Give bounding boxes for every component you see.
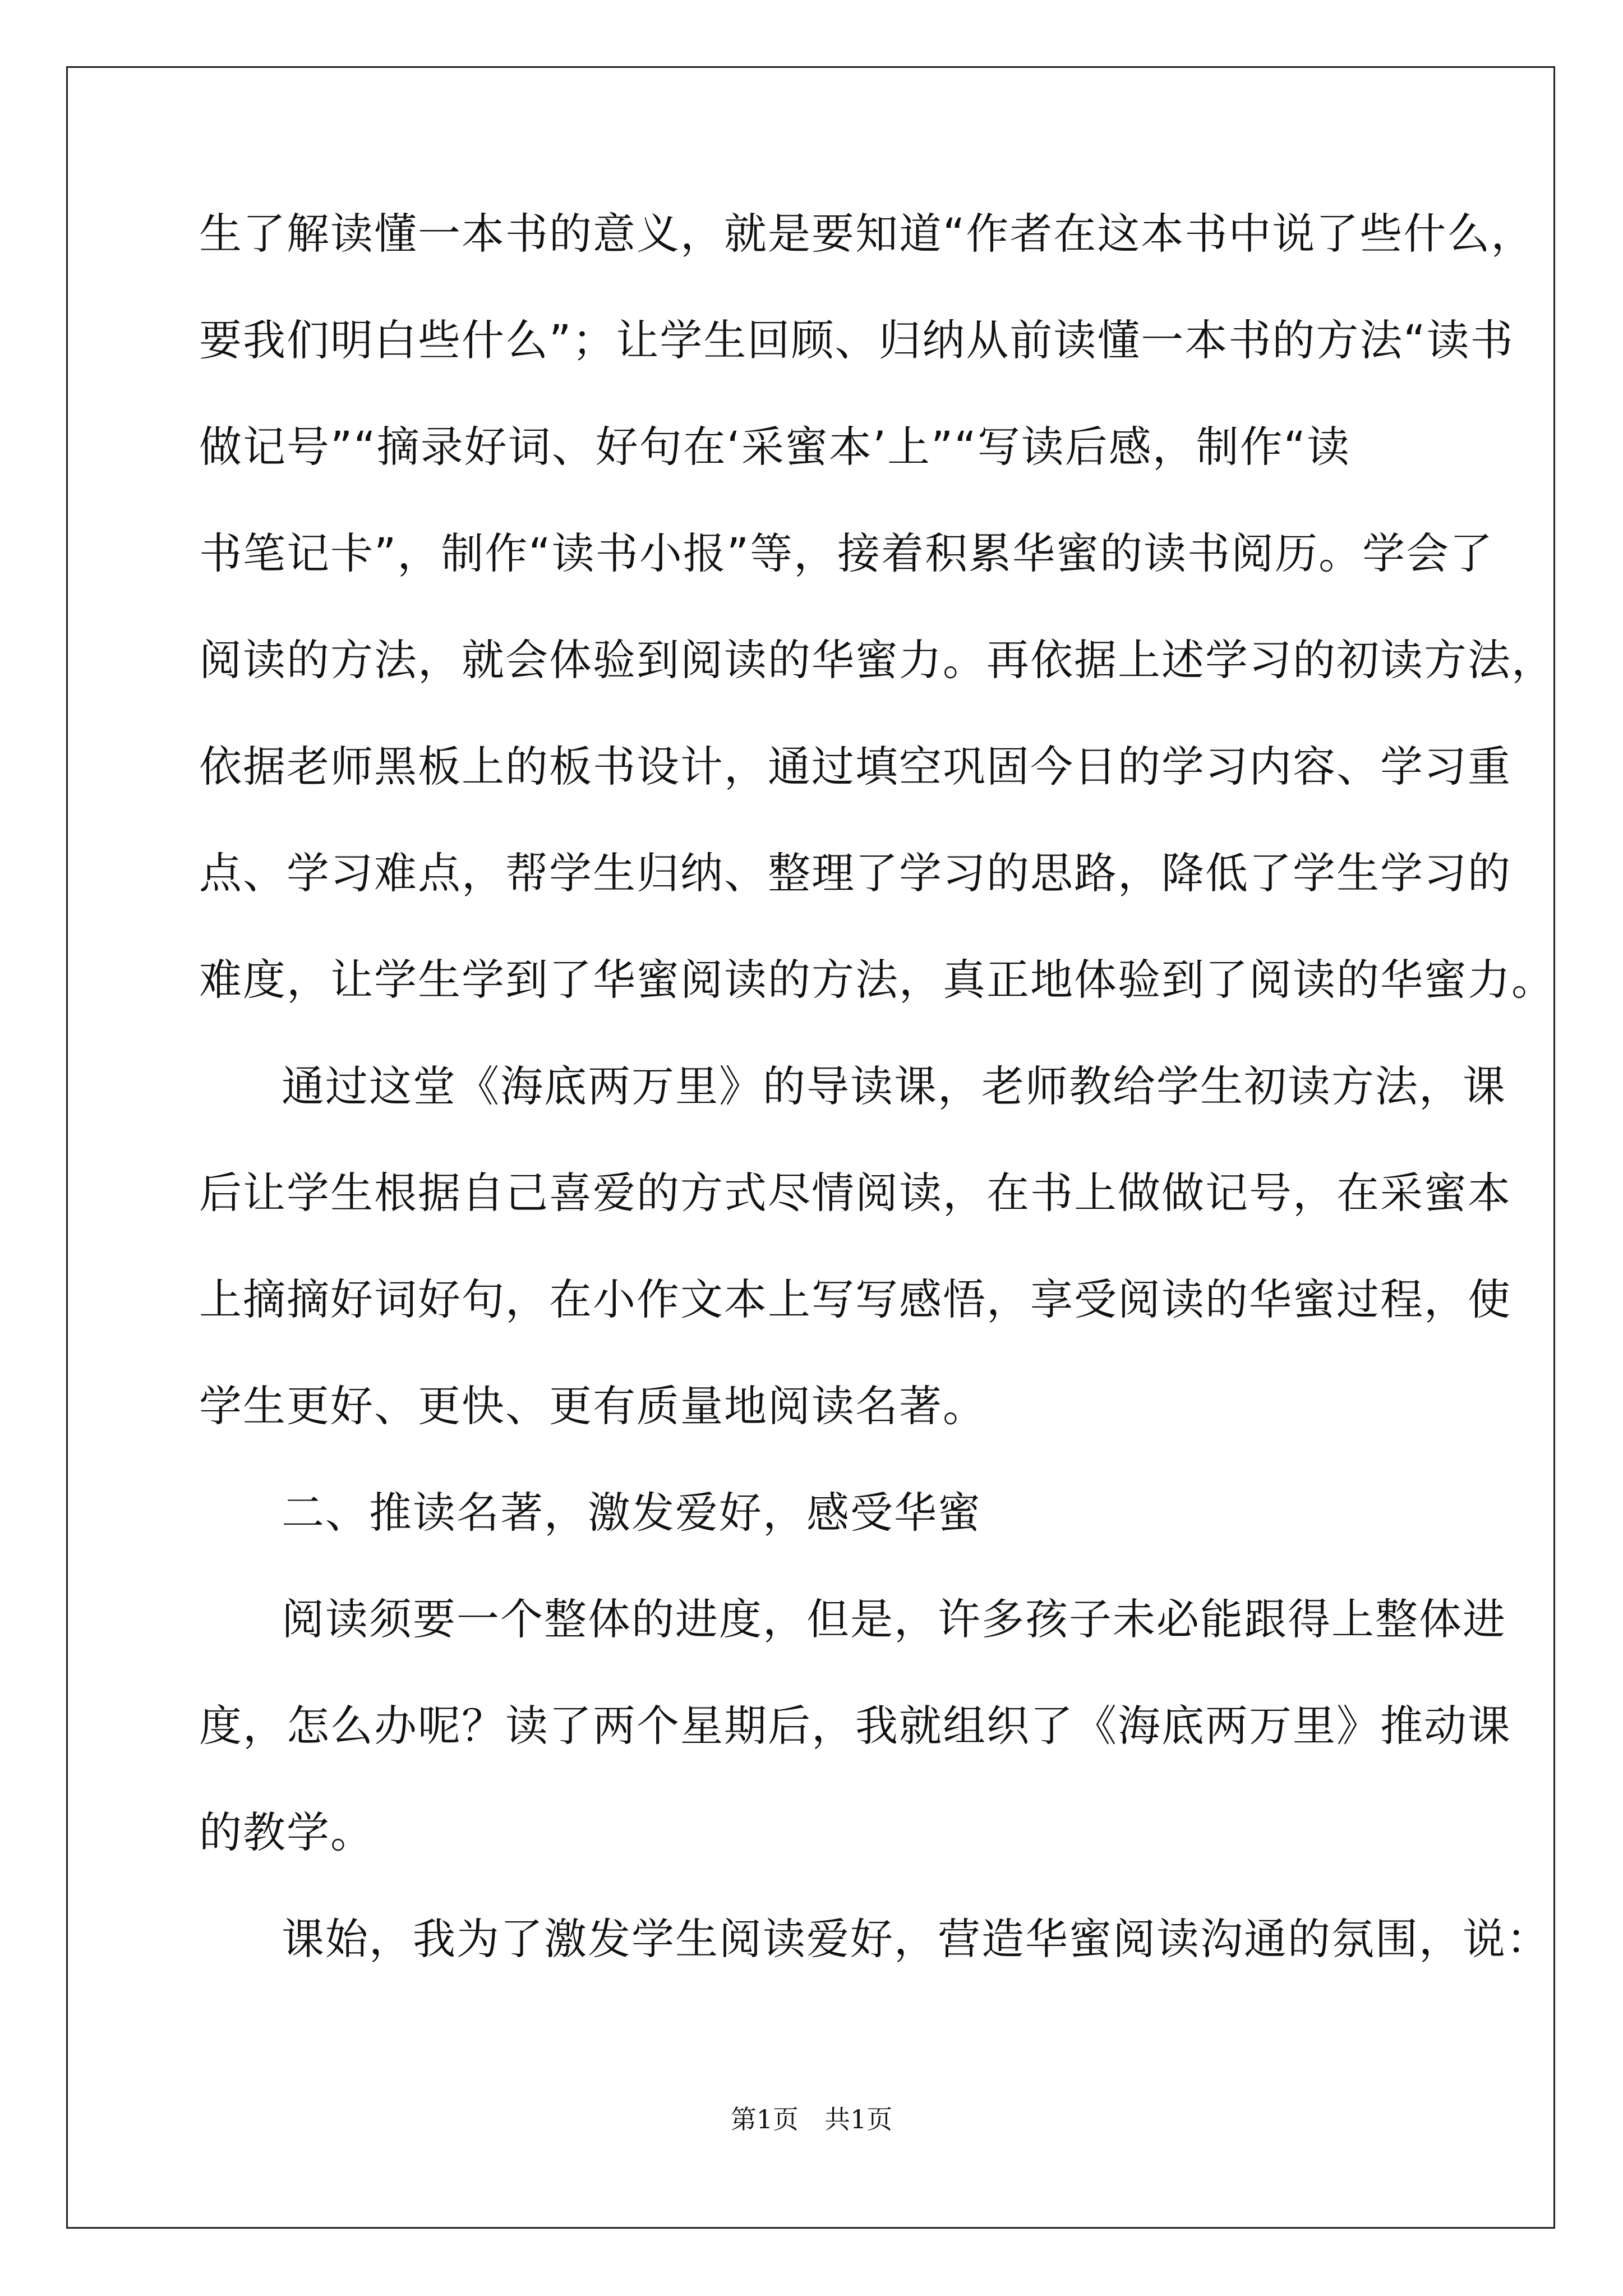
- text-line: 度，怎么办呢？读了两个星期后，我就组织了《海底两万里》推动课: [199, 1701, 1511, 1751]
- text-line: 书笔记卡”，制作“读书小报”等，接着积累华蜜的读书阅历。学会了: [199, 528, 1494, 578]
- page-border: [66, 66, 1555, 2229]
- text-line: 上摘摘好词好句，在小作文本上写写感悟，享受阅读的华蜜过程，使: [199, 1274, 1511, 1324]
- text-line: 后让学生根据自己喜爱的方式尽情阅读，在书上做做记号，在采蜜本: [199, 1168, 1511, 1218]
- paragraph-start-line: 课始，我为了激发学生阅读爱好，营造华蜜阅读沟通的氛围，说：: [282, 1914, 1550, 1964]
- text-line: 的教学。: [199, 1807, 374, 1857]
- text-line: 做记号”“摘录好词、好句在‘采蜜本’上”“写读后感，制作“读: [199, 422, 1351, 472]
- paragraph-start-line: 通过这堂《海底两万里》的导读课，老师教给学生初读方法，课: [282, 1061, 1506, 1111]
- section-heading: 二、推读名著，激发爱好，感受华蜜: [282, 1488, 981, 1538]
- page-number-footer: 第1页 共1页: [730, 2104, 893, 2134]
- text-line: 阅读的方法，就会体验到阅读的华蜜力。再依据上述学习的初读方法，: [199, 635, 1555, 685]
- text-line: 难度，让学生学到了华蜜阅读的方法，真正地体验到了阅读的华蜜力。: [199, 955, 1555, 1005]
- text-line: 要我们明白些什么”；让学生回顾、归纳从前读懂一本书的方法“读书: [199, 315, 1514, 365]
- text-line: 生了解读懂一本书的意义，就是要知道“作者在这本书中说了些什么，: [199, 209, 1535, 259]
- text-line: 点、学习难点，帮学生归纳、整理了学习的思路，降低了学生学习的: [199, 848, 1511, 898]
- text-line: 学生更好、更快、更有质量地阅读名著。: [199, 1381, 986, 1431]
- text-line: 依据老师黑板上的板书设计，通过填空巩固今日的学习内容、学习重: [199, 742, 1511, 792]
- paragraph-start-line: 阅读须要一个整体的进度，但是，许多孩子未必能跟得上整体进: [282, 1594, 1506, 1644]
